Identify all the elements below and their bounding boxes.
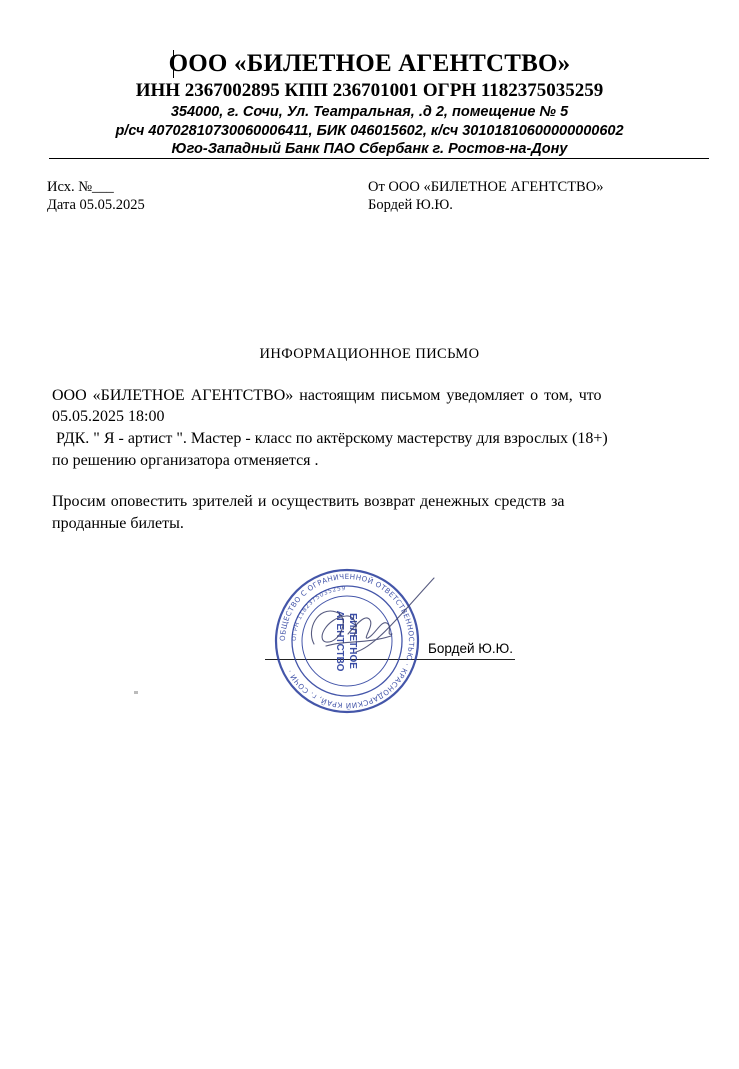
company-bank-name: Юго-Западный Банк ПАО Сбербанк г. Ростов-на-Дону [171,141,568,157]
company-name: ООО «БИЛЕТНОЕ АГЕНТСТВО» [168,50,571,77]
company-registration-ids: ИНН 2367002895 КПП 236701001 ОГРН 1182375035259 [135,80,604,101]
sender-person: Бордей Ю.Ю. [368,197,453,213]
outgoing-number: Исх. №___ [47,179,114,195]
letter-line: 05.05.2025 18:00 [52,408,165,425]
letter-line: по решению организатора отменяется . [52,452,319,469]
svg-text:ОГРН 1182375035259: ОГРН 1182375035259 [290,584,347,642]
letter-title: ИНФОРМАЦИОННОЕ ПИСЬМО [259,346,480,362]
header-divider [49,158,709,159]
company-bank-account: р/сч 40702810730060006411, БИК 046015602, к/сч 30101810600000000602 [115,123,624,139]
svg-text:ОБЩЕСТВО С ОГРАНИЧЕННОЙ ОТВЕТС: ОБЩЕСТВО С ОГРАНИЧЕННОЙ ОТВЕТСТВЕННОСТЬЮ · КРАСНОДАРСКИЙ КРАЙ, г. СОЧИ · [277,571,417,711]
letter-date: Дата 05.05.2025 [47,197,145,213]
letter-line: Просим оповестить зрителей и осуществить возврат денежных средств за [52,493,565,510]
letter-line: РДК. " Я - артист ". Мастер - класс по актёрскому мастерству для взрослых (18+) [52,430,608,447]
company-address: 354000, г. Сочи, Ул. Театральная, .д 2, помещение № 5 [170,104,569,120]
svg-text:АГЕНТСТВО: АГЕНТСТВО [334,610,345,672]
handwritten-signature [296,574,436,664]
letter-line: ООО «БИЛЕТНОЕ АГЕНТСТВО» настоящим письмом уведомляет о том, что [52,387,602,404]
signer-name: Бордей Ю.Ю. [428,641,514,656]
letter-line: проданные билеты. [52,515,184,532]
svg-text:БИЛЕТНОЕ: БИЛЕТНОЕ [347,613,358,669]
sender-company: От ООО «БИЛЕТНОЕ АГЕНТСТВО» [368,179,604,195]
scan-artifact [134,691,138,694]
